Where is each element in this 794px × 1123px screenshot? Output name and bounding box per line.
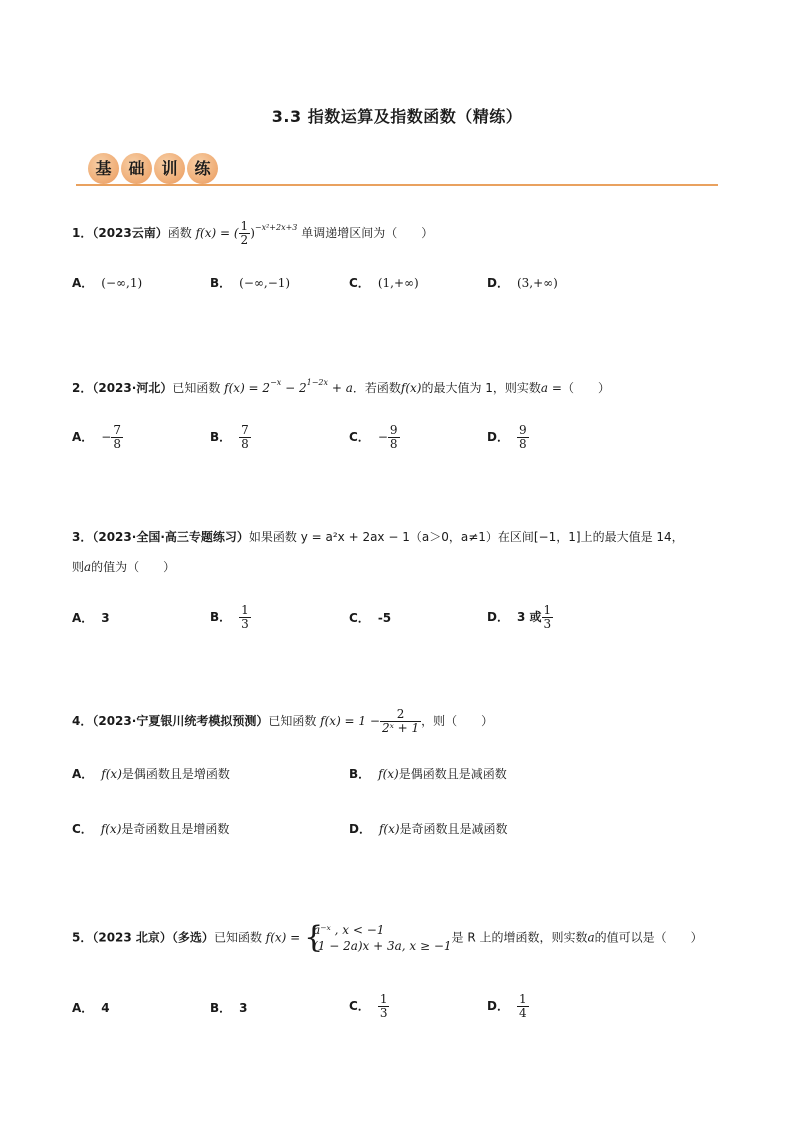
q5-piecewise — [304, 922, 451, 954]
q2-exponent-1: −x — [270, 378, 282, 387]
q5-source: （2023 北京）（多选） — [92, 930, 214, 945]
option-text: 是偶函数且是减函数 — [398, 767, 507, 781]
option-letter: B． — [210, 276, 232, 290]
q3-a-var: a — [84, 560, 92, 574]
option-letter: B． — [210, 430, 232, 444]
q4-option-c[interactable] — [72, 819, 229, 839]
question-1 — [72, 218, 433, 247]
q5-option-b[interactable] — [210, 998, 248, 1018]
option-sign: − — [101, 430, 112, 444]
q5-stem-post: 是 R 上的增函数，则实数 — [451, 930, 588, 945]
option-letter: A． — [72, 430, 94, 444]
option-text: 是奇函数且是增函数 — [121, 822, 230, 836]
q1-stem-pre: 函数 — [167, 226, 192, 240]
frac-den: 8 — [113, 437, 121, 451]
q2-a-var: a = — [540, 381, 562, 395]
option-fraction — [542, 604, 554, 631]
option-letter: C． — [349, 430, 370, 444]
q3-stem-line-2-pre: 则 — [72, 560, 85, 574]
option-text: 3 — [101, 611, 110, 625]
q1-option-b[interactable] — [210, 273, 290, 293]
frac-num: 1 — [241, 603, 249, 617]
q4-option-b[interactable] — [349, 764, 507, 784]
q5-option-a[interactable] — [72, 998, 110, 1018]
brace-icon: { — [304, 920, 324, 955]
frac-num: 1 — [379, 992, 388, 1006]
option-fraction — [239, 604, 251, 631]
q3-stem-line-1: 如果函数 y = a²x + 2ax − 1（a＞0，a≠1）在区间[−1，1]上的最大值是 14， — [248, 530, 684, 544]
question-4 — [72, 708, 493, 735]
q5-option-c[interactable] — [349, 993, 389, 1020]
question-2 — [72, 373, 610, 398]
section-char-3: 训 — [154, 153, 185, 184]
option-fraction — [388, 424, 400, 451]
q2-source: （2023·河北） — [92, 381, 173, 395]
option-letter: C． — [349, 611, 370, 625]
frac-num: 9 — [518, 423, 527, 437]
q3-source: （2023·全国·高三专题练习） — [92, 530, 249, 544]
page-title: 3.3 指数运算及指数函数（精练） — [271, 107, 523, 126]
option-fraction — [111, 424, 123, 451]
q2-function-mid: − 2 — [281, 381, 307, 395]
question-5 — [72, 922, 703, 954]
option-fraction — [239, 424, 251, 451]
option-letter: C． — [349, 999, 370, 1013]
frac-den: 8 — [518, 437, 527, 451]
option-text: 是偶函数且是增函数 — [121, 767, 230, 781]
q1-function: f(x) = ( — [195, 226, 239, 240]
q2-option-a[interactable] — [72, 424, 123, 451]
q4-option-a[interactable] — [72, 764, 230, 784]
option-letter: D． — [487, 610, 509, 624]
q1-option-a[interactable] — [72, 273, 142, 293]
option-text: 是奇函数且是减函数 — [399, 822, 508, 836]
q2-number: 2． — [72, 381, 93, 395]
option-sign: − — [377, 430, 388, 444]
frac-den: 4 — [518, 1006, 527, 1020]
q1-fraction — [239, 220, 251, 247]
q5-number: 5． — [72, 930, 93, 945]
frac-num: 7 — [113, 423, 121, 437]
frac-den: 3 — [241, 617, 249, 631]
q1-frac-den: 2 — [240, 233, 249, 247]
q5-option-d[interactable] — [487, 993, 529, 1020]
option-text: (3,+∞) — [516, 276, 558, 290]
option-letter: D． — [349, 822, 371, 836]
section-divider — [76, 184, 718, 186]
q2-stem-post: 的最大值为 1，则实数 — [421, 381, 541, 395]
q1-source: （2023云南） — [92, 226, 168, 240]
option-letter: D． — [487, 430, 509, 444]
q4-option-d[interactable] — [349, 819, 508, 839]
option-text: 4 — [101, 1001, 110, 1015]
option-letter: B． — [349, 767, 371, 781]
q3-option-c[interactable] — [349, 608, 391, 628]
frac-den: 8 — [241, 437, 249, 451]
frac-den: 3 — [379, 1006, 388, 1020]
frac-num: 7 — [241, 423, 249, 437]
q4-frac-num: 2 — [380, 708, 421, 722]
q5-case-1: a⁻ˣ , x < −1 — [313, 923, 385, 937]
section-char-2: 础 — [121, 153, 152, 184]
q1-option-d[interactable] — [487, 273, 558, 293]
q3-number: 3． — [72, 530, 93, 544]
section-char-1: 基 — [88, 153, 119, 184]
option-text: (−∞,1) — [101, 276, 143, 290]
option-fraction — [517, 424, 529, 451]
q4-stem-post: ，则（ ） — [421, 714, 494, 728]
q5-a-var: a — [587, 930, 595, 945]
option-letter: A． — [72, 611, 94, 625]
q2-fx: f(x) — [400, 381, 422, 395]
q1-stem-post: 单调递增区间为（ ） — [301, 226, 434, 240]
q4-stem-pre: 已知函数 — [268, 714, 317, 728]
q1-option-c[interactable] — [349, 273, 419, 293]
option-text: -5 — [377, 611, 392, 625]
q2-option-c[interactable] — [349, 424, 400, 451]
frac-den: 8 — [389, 437, 398, 451]
q3-stem-line-2-post: 的值为（ ） — [91, 560, 176, 574]
option-letter: C． — [72, 822, 93, 836]
q1-exponent: −x²+2x+3 — [254, 223, 298, 232]
option-fraction — [378, 993, 390, 1020]
option-letter: D． — [487, 999, 509, 1013]
q3-option-d[interactable] — [487, 604, 553, 631]
frac-num: 1 — [518, 992, 527, 1006]
q2-stem-mid: ．若函数 — [352, 381, 401, 395]
q1-close-paren: ) — [250, 226, 255, 240]
option-text: 3 或 — [516, 610, 542, 624]
option-fx: f(x) — [378, 822, 400, 836]
q2-stem-pre: 已知函数 — [172, 381, 221, 395]
q1-number: 1． — [72, 226, 93, 240]
option-fx: f(x) — [101, 767, 122, 781]
option-letter: B． — [210, 610, 232, 624]
q5-stem-post-2: 的值可以是（ ） — [594, 930, 703, 945]
option-fx: f(x) — [378, 767, 399, 781]
q2-function: f(x) = 2 — [224, 381, 271, 395]
q3-option-b[interactable] — [210, 604, 251, 631]
q2-option-b[interactable] — [210, 424, 251, 451]
option-letter: A． — [72, 1001, 94, 1015]
q3-option-a[interactable] — [72, 608, 110, 628]
q1-frac-num: 1 — [240, 219, 249, 233]
q4-function: f(x) = 1 − — [320, 714, 380, 728]
q4-fraction — [380, 708, 421, 735]
q2-function-tail: + a — [328, 381, 353, 395]
option-text: 3 — [239, 1001, 248, 1015]
option-fraction — [517, 993, 529, 1020]
option-letter: C． — [349, 276, 370, 290]
option-fx: f(x) — [100, 822, 122, 836]
option-letter: B． — [210, 1001, 232, 1015]
option-text: (1,+∞) — [377, 276, 419, 290]
q4-frac-den: 2ˣ + 1 — [381, 721, 420, 735]
section-char-4: 练 — [187, 153, 218, 184]
q4-number: 4． — [72, 714, 93, 728]
frac-num: 1 — [543, 603, 552, 617]
option-letter: A． — [72, 276, 94, 290]
option-letter: A． — [72, 767, 94, 781]
q2-exponent-2: 1−2x — [306, 378, 329, 387]
q5-stem-pre: 已知函数 — [213, 930, 262, 945]
question-3-line-1 — [72, 527, 684, 547]
q4-source: （2023·宁夏银川统考模拟预测） — [92, 714, 269, 728]
q5-case-2: (1 − 2a)x + 3a, x ≥ −1 — [313, 939, 452, 953]
q2-option-d[interactable] — [487, 424, 529, 451]
q2-stem-end: （ ） — [561, 381, 610, 395]
option-letter: D． — [487, 276, 509, 290]
option-text: (−∞,−1) — [239, 276, 291, 290]
question-3-line-2 — [72, 557, 175, 577]
frac-num: 9 — [389, 423, 398, 437]
q5-function: f(x) = — [265, 930, 301, 945]
frac-den: 3 — [543, 617, 552, 631]
